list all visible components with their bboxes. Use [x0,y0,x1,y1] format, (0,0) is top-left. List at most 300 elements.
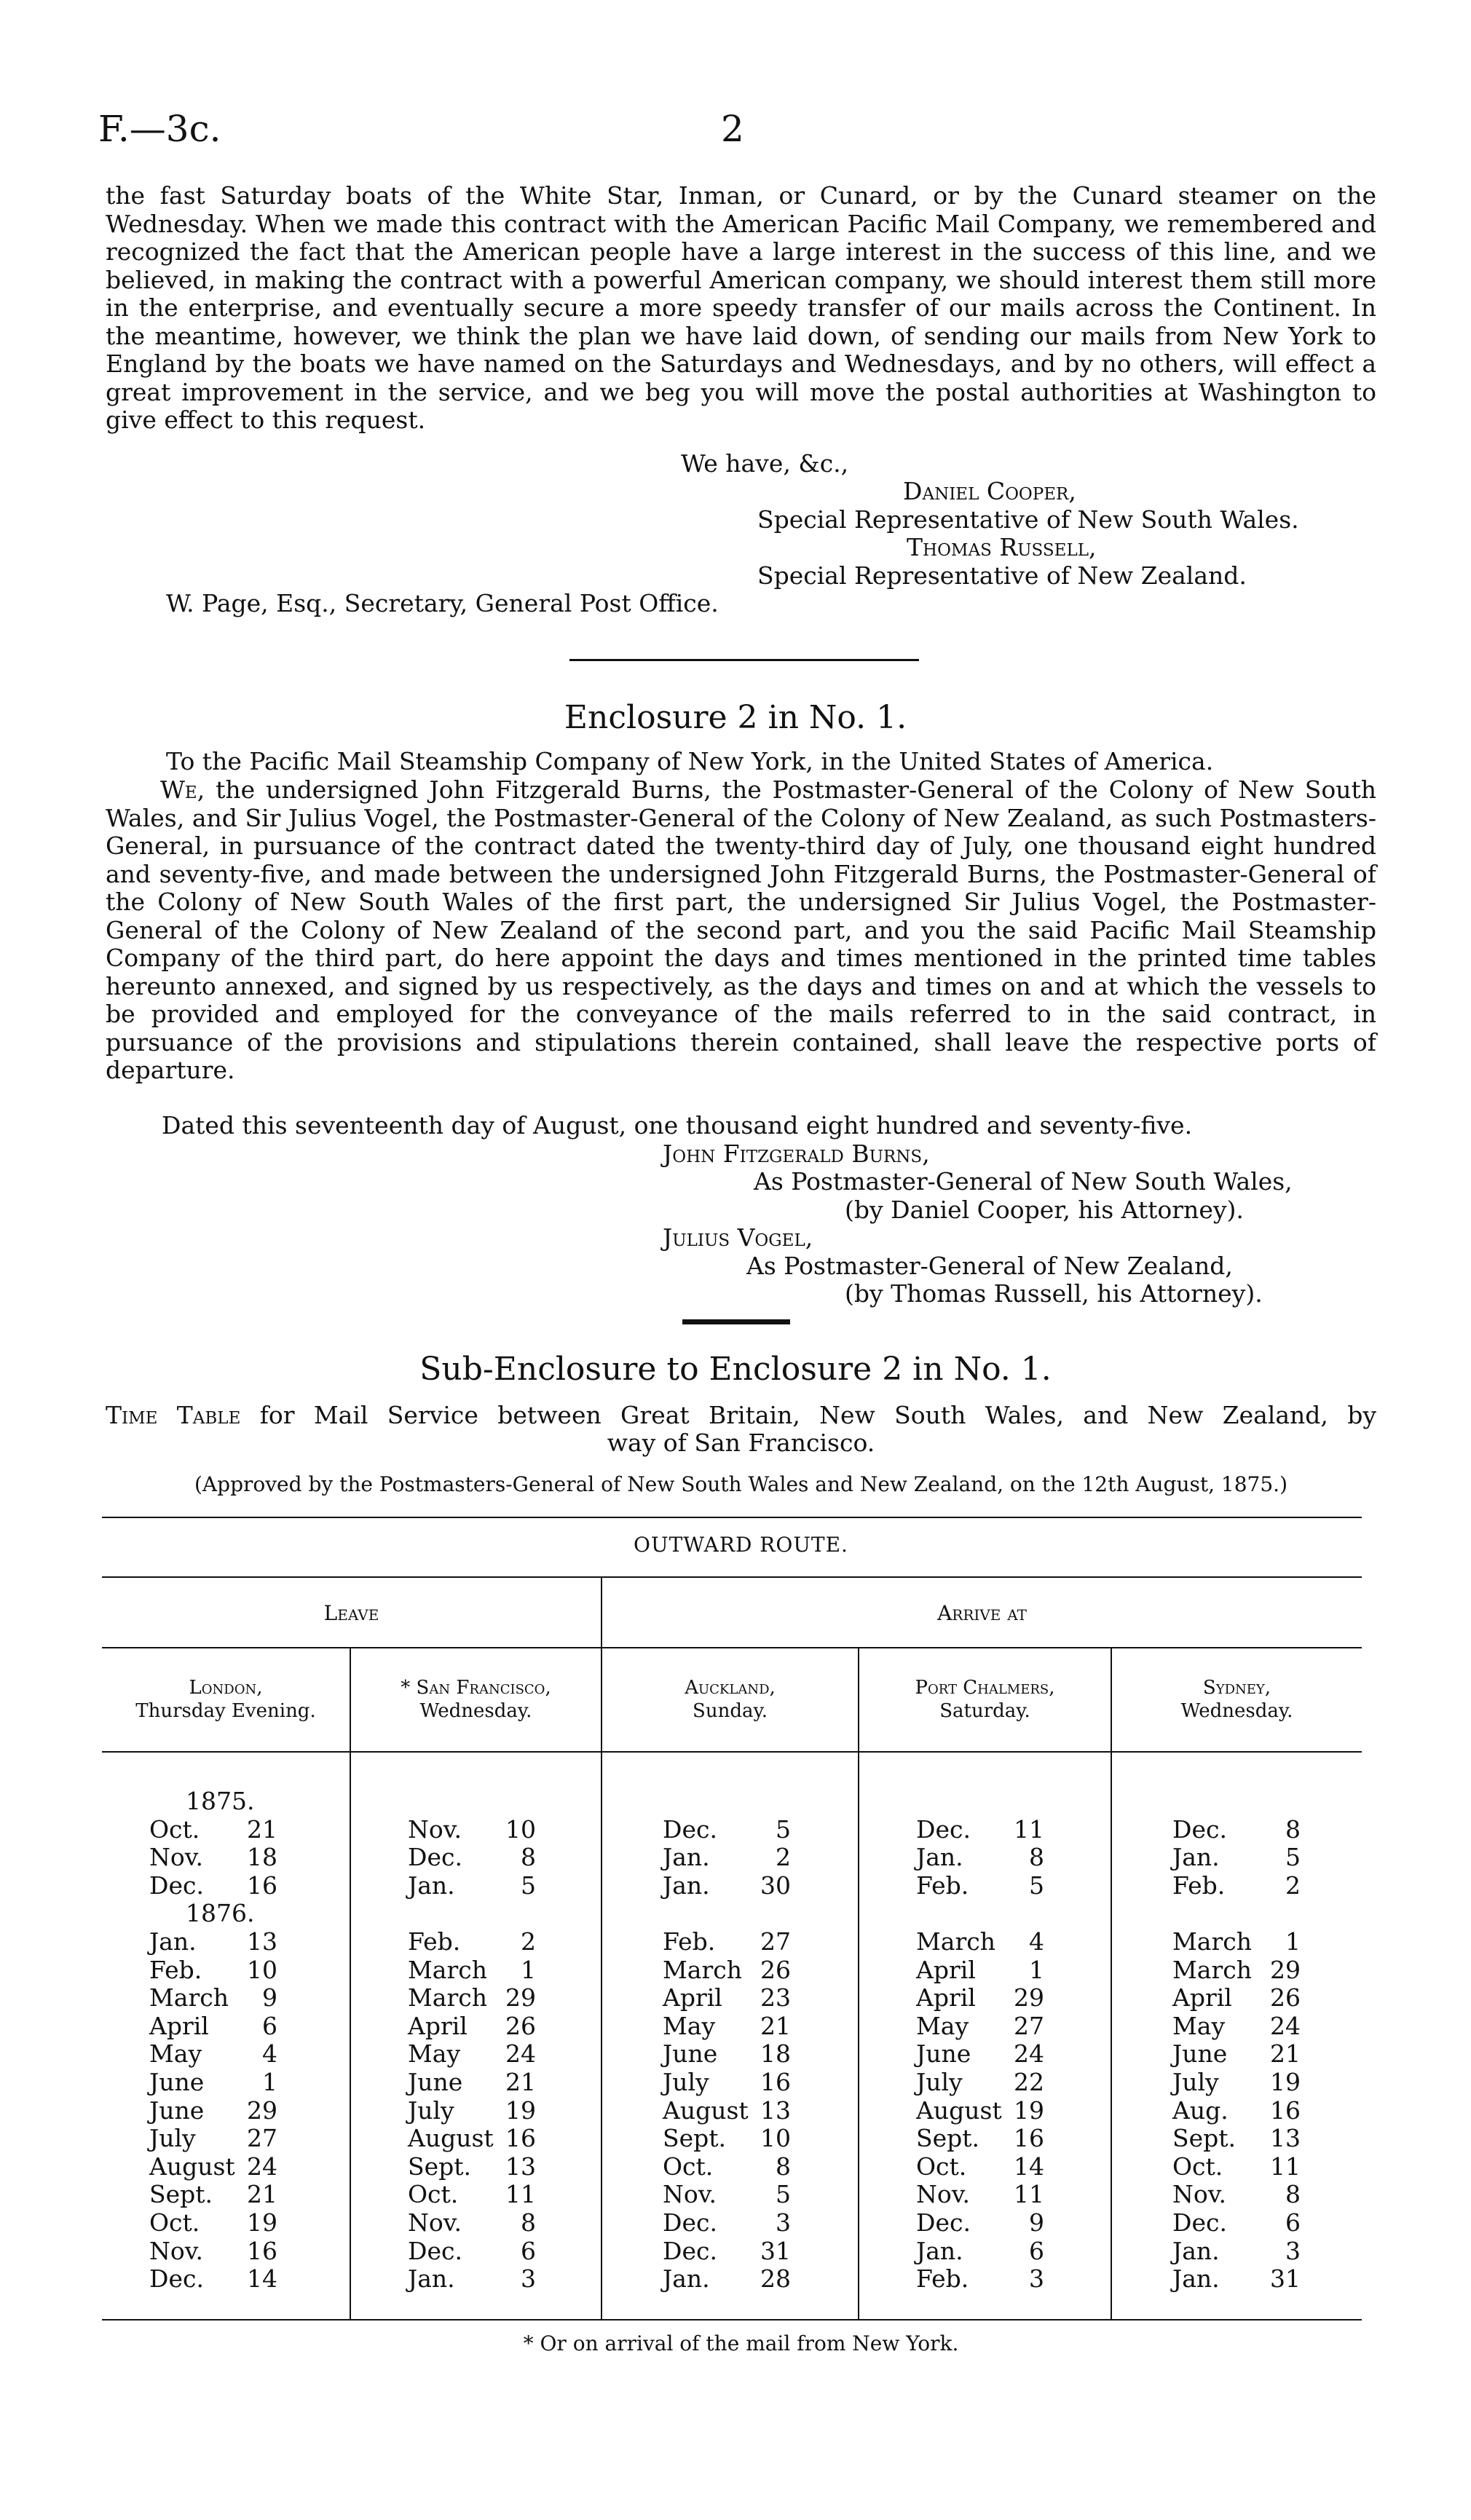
date-month: April [916,1955,976,1984]
table-row [916,2040,1044,2069]
date-day: 6 [1029,2236,1044,2265]
date-month: Dec. [916,2208,971,2237]
route-rule [102,1576,1362,1578]
date-month: Oct. [916,2152,967,2181]
date-day: 22 [1014,2067,1044,2096]
table-row [149,2181,277,2209]
table-row [1172,1816,1301,1844]
table-row [408,2069,536,2097]
table-row [149,1844,277,1872]
timetable-column-san-francisco [408,1788,536,2294]
table-row [408,1816,536,1844]
table-row [663,1900,791,1928]
date-day: 27 [760,1927,791,1956]
date-month: Jan. [916,1843,963,1872]
date-month: Oct. [408,2180,459,2209]
col-port-chalmers-name: Port Chalmers, [915,1677,1055,1699]
table-row [1172,2153,1301,2181]
date-month: March [663,1955,742,1984]
date-month: Oct. [149,2208,200,2237]
date-month: Oct. [1172,2152,1223,2181]
signer-cooper-title: Special Representative of New South Wales. [757,505,1299,534]
date-day: 8 [521,2208,536,2237]
date-day: 26 [505,2011,536,2040]
date-day: 11 [1014,2180,1044,2209]
date-month: Dec. [663,1814,717,1844]
signer-russell-title: Special Representative of New Zealand. [757,561,1247,590]
table-row [408,1900,536,1928]
table-row [663,2153,791,2181]
date-month: Feb. [916,2264,969,2294]
col-divider-1 [350,1648,351,2319]
date-month: Sept. [1172,2124,1237,2153]
timetable-column-auckland [663,1788,791,2294]
date-month: Jan. [663,1871,710,1900]
date-month: Nov. [1172,2180,1226,2209]
date-month: March [1172,1955,1252,1984]
table-row [1172,2237,1301,2266]
date-day: 21 [760,2011,791,2040]
date-month: May [663,2011,716,2040]
date-day: 5 [1029,1871,1044,1900]
sig-vogel-role: As Postmaster-General of New Zealand, [746,1252,1233,1280]
table-row [408,1928,536,1956]
table-row [408,1844,536,1872]
date-day: 29 [247,2096,277,2125]
date-day: 1 [262,2067,277,2096]
date-month: Oct. [149,1814,200,1844]
date-month: Jan. [1172,2264,1220,2294]
table-row [916,2181,1044,2209]
date-month: Jan. [408,1871,455,1900]
table-row [149,2040,277,2069]
date-month: July [149,2124,196,2153]
table-row [663,2125,791,2153]
enclosure-dated: Dated this seventeenth day of August, one thousand eight hundred and seventy-five. [162,1111,1193,1139]
date-day: 24 [1270,2011,1301,2040]
sig-vogel-by: (by Thomas Russell, his Attorney). [845,1279,1263,1308]
date-month: Jan. [916,2236,963,2265]
date-month: Nov. [149,1843,203,1872]
year-label: 1876. [186,1899,255,1928]
date-day: 16 [1014,2124,1044,2153]
table-row [916,1956,1044,1985]
letter-closing: We have, &c., [681,449,849,478]
date-month: Dec. [916,1814,971,1844]
date-month: Jan. [149,1927,197,1956]
table-row [916,2237,1044,2266]
table-row [916,1788,1044,1816]
date-month: Feb. [408,1927,461,1956]
date-day: 9 [262,1983,277,2013]
table-row [1172,2125,1301,2153]
date-month: Nov. [149,2236,203,2265]
table-row [1172,1872,1301,1900]
sig-burns-name: John Fitzgerald Burns, [663,1139,930,1168]
table-row [408,1788,536,1816]
date-month: Jan. [1172,1843,1220,1872]
date-month: Dec. [663,2208,717,2237]
col-header-london [102,1676,350,1723]
date-day: 5 [521,1871,536,1900]
table-row [149,2013,277,2041]
col-sydney-day: Wednesday. [1180,1700,1293,1722]
table-row [149,2097,277,2125]
date-day: 3 [776,2208,791,2237]
table-row [663,2069,791,2097]
date-month: Dec. [1172,2208,1227,2237]
date-month: Feb. [663,1927,716,1956]
date-day: 2 [776,1843,791,1872]
date-day: 13 [1270,2124,1301,2153]
date-month: June [408,2067,463,2096]
sub-enclosure-title: Sub-Enclosure to Enclosure 2 in No. 1. [419,1351,1052,1388]
table-row [916,2153,1044,2181]
date-day: 19 [1270,2067,1301,2096]
table-row [149,2125,277,2153]
date-day: 16 [1270,2096,1301,2125]
date-day: 10 [505,1814,536,1844]
col-sf-name: * San Francisco, [401,1677,551,1699]
date-day: 21 [505,2067,536,2096]
col-header-auckland [602,1676,858,1723]
signer-russell: Thomas Russell, [907,533,1097,561]
date-month: June [149,2096,205,2125]
date-day: 19 [1014,2096,1044,2125]
table-row [916,2209,1044,2237]
date-month: Aug. [1172,2096,1229,2125]
table-row [663,1872,791,1900]
date-day: 18 [760,2039,791,2069]
col-sf-day: Wednesday. [419,1700,532,1722]
table-row [916,1872,1044,1900]
date-day: 31 [1270,2264,1301,2294]
table-footnote: * Or on arrival of the mail from New York. [523,2331,959,2355]
date-day: 5 [776,1814,791,1844]
date-month: May [916,2011,969,2040]
date-month: June [1172,2039,1228,2069]
date-day: 1 [1029,1955,1044,1984]
col-auckland-name: Auckland, [685,1677,776,1699]
date-day: 14 [1014,2152,1044,2181]
table-row [149,1928,277,1956]
date-month: March [1172,1927,1252,1956]
enclosure-to-line: To the Pacific Mail Steamship Company of New York, in the United States of America. [166,747,1214,775]
date-month: Nov. [408,2208,462,2237]
table-row [149,2265,277,2294]
timetable-title-line1 [106,1402,1376,1430]
date-month: March [149,1983,229,2013]
date-month: July [1172,2067,1219,2096]
date-month: Nov. [916,2180,970,2209]
column-header-rule [102,1751,1362,1753]
col-auckland-day: Sunday. [693,1700,768,1722]
table-row [916,2069,1044,2097]
date-month: Nov. [408,1814,462,1844]
date-day: 3 [521,2264,536,2294]
table-row [149,1984,277,2013]
date-day: 3 [1285,2236,1301,2265]
table-row [1172,1928,1301,1956]
date-month: Sept. [663,2124,727,2153]
header-rule [102,1647,1362,1648]
date-day: 11 [505,2180,536,2209]
date-month: May [149,2039,202,2069]
table-row [916,1984,1044,2013]
date-month: Dec. [663,2236,717,2265]
table-row [1172,1900,1301,1928]
date-day: 11 [1014,1814,1044,1844]
date-day: 29 [1270,1955,1301,1984]
table-row [149,1872,277,1900]
date-day: 11 [1270,2152,1301,2181]
page-number: 2 [721,108,744,150]
date-month: April [916,1983,976,2013]
document-reference: F.—3c. [98,108,221,150]
date-day: 16 [247,2236,277,2265]
date-month: April [408,2011,468,2040]
date-day: 27 [247,2124,277,2153]
date-day: 16 [505,2124,536,2153]
table-row [408,2013,536,2041]
table-top-rule [102,1517,1362,1518]
date-month: June [916,2039,971,2069]
sig-burns-role: As Postmaster-General of New South Wales, [754,1167,1293,1196]
date-month: June [149,2067,205,2096]
date-month: July [663,2067,709,2096]
date-day: 8 [1285,2180,1301,2209]
col-header-port-chalmers [859,1676,1111,1723]
col-divider-4 [1111,1648,1112,2319]
date-month: August [408,2124,494,2153]
letter-addressee: W. Page, Esq., Secretary, General Post Office. [166,589,719,617]
sig-vogel-name: Julius Vogel, [663,1223,813,1252]
table-row [663,1984,791,2013]
table-row [916,2265,1044,2294]
date-month: Oct. [663,2152,714,2181]
date-day: 21 [247,2180,277,2209]
table-row [916,1928,1044,1956]
table-row [916,2013,1044,2041]
date-day: 13 [760,2096,791,2125]
date-month: August [916,2096,1002,2125]
table-row [1172,2040,1301,2069]
approval-note: (Approved by the Postmasters-General of New South Wales and New Zealand, on the 12th August, 1875.) [194,1472,1287,1496]
date-month: August [663,2096,749,2125]
col-divider-3 [858,1648,859,2319]
table-row [663,2040,791,2069]
date-month: March [408,1983,487,2013]
date-day: 13 [505,2152,536,2181]
date-month: Jan. [663,1843,710,1872]
table-row [408,2153,536,2181]
table-row [1172,2209,1301,2237]
date-day: 21 [247,1814,277,1844]
table-row [408,1984,536,2013]
table-row [1172,2265,1301,2294]
date-month: April [663,1983,722,2013]
table-row [1172,1956,1301,1985]
date-month: May [1172,2011,1226,2040]
leave-header: Leave [323,1601,379,1625]
date-day: 16 [247,1871,277,1900]
date-day: 9 [1029,2208,1044,2237]
table-bottom-rule [102,2319,1362,2320]
date-day: 5 [776,2180,791,2209]
table-row [149,1816,277,1844]
table-row [1172,2181,1301,2209]
table-row [663,1928,791,1956]
table-row [149,2069,277,2097]
letter-body-text: the fast Saturday boats of the White Star, Inman, or Cunard, or by the Cunard steamer on the Wednesday. When we made this contract with the American Pacific Mail Company, we remembered and recognized the fact that the American people have a large interest in the success of this line, and we believed, in making the contract with a powerful American company, we should interest them still more in the enterprise, and eventually secure a more speedy transfer of our mails across the Continent. In the meantime, however, we think the plan we have laid down, of sending our mails from New York to England by the boats we have named on the Saturdays and Wednesdays, and by no others, will effect a great improvement in the service, and we beg you will move the postal authorities at Washington to give effect to this request. [106,181,1376,434]
date-month: April [1172,1983,1232,2013]
table-row [1172,1984,1301,2013]
date-month: Jan. [663,2264,710,2294]
table-row [663,2181,791,2209]
date-month: Dec. [408,2236,462,2265]
date-day: 10 [760,2124,791,2153]
timetable-column-sydney [1172,1788,1301,2294]
table-row [408,2265,536,2294]
col-port-chalmers-day: Saturday. [939,1700,1030,1722]
col-sydney-name: Sydney, [1202,1677,1271,1699]
date-day: 30 [760,1871,791,1900]
date-day: 1 [1285,1927,1301,1956]
table-row [663,2265,791,2294]
date-month: Jan. [408,2264,455,2294]
table-row [1172,2069,1301,2097]
table-row [663,1956,791,1985]
year-label: 1875. [186,1787,255,1815]
date-day: 26 [1270,1983,1301,2013]
date-day: 19 [247,2208,277,2237]
table-row [1172,1844,1301,1872]
date-day: 2 [1285,1871,1301,1900]
date-day: 19 [505,2096,536,2125]
date-month: April [149,2011,209,2040]
table-row [149,2153,277,2181]
col-london-name: London, [189,1677,263,1699]
date-day: 8 [1285,1814,1301,1844]
table-row [149,2237,277,2266]
table-row [663,2097,791,2125]
date-day: 31 [760,2236,791,2265]
date-day: 6 [262,2011,277,2040]
date-month: June [663,2039,718,2069]
date-month: Dec. [408,1843,462,1872]
date-day: 28 [760,2264,791,2294]
table-row [149,1788,277,1816]
table-row [408,2181,536,2209]
date-month: Sept. [408,2152,472,2181]
table-row [1172,1788,1301,1816]
table-row [663,1788,791,1816]
date-day: 16 [760,2067,791,2096]
date-day: 4 [1029,1927,1044,1956]
table-row [408,2237,536,2266]
timetable-title-rest: for Mail Service between Great Britain, New South Wales, and New Zealand, by [240,1401,1376,1429]
date-month: Feb. [916,1871,969,1900]
section-divider [569,659,919,661]
table-row [916,2125,1044,2153]
table-row [408,1956,536,1985]
date-month: Jan. [1172,2236,1220,2265]
date-month: Feb. [149,1955,202,1984]
date-day: 6 [521,2236,536,2265]
timetable-title-line2: way of San Francisco. [607,1429,875,1457]
date-day: 4 [262,2039,277,2069]
date-day: 2 [521,1927,536,1956]
table-row [663,1844,791,1872]
table-row [408,2040,536,2069]
table-row [916,1844,1044,1872]
date-day: 3 [1029,2264,1044,2294]
route-label: OUTWARD ROUTE. [634,1533,848,1557]
sig-burns-by: (by Daniel Cooper, his Attorney). [845,1196,1244,1224]
col-header-sydney [1112,1676,1362,1723]
date-month: March [916,1927,995,1956]
date-day: 21 [1270,2039,1301,2069]
date-month: Dec. [149,1871,204,1900]
date-day: 26 [760,1955,791,1984]
timetable-column-port-chalmers [916,1788,1044,2294]
table-row [408,2209,536,2237]
date-day: 27 [1014,2011,1044,2040]
enclosure-title: Enclosure 2 in No. 1. [564,699,907,736]
date-month: Nov. [663,2180,717,2209]
table-row [1172,2013,1301,2041]
table-row [408,2125,536,2153]
date-day: 10 [247,1955,277,1984]
date-month: March [408,1955,487,1984]
table-row [916,2097,1044,2125]
date-day: 13 [247,1927,277,1956]
table-row [149,2209,277,2237]
date-day: 8 [776,2152,791,2181]
table-row [916,1816,1044,1844]
date-month: Feb. [1172,1871,1226,1900]
date-day: 14 [247,2264,277,2294]
date-day: 8 [1029,1843,1044,1872]
table-row [916,1900,1044,1928]
date-month: Sept. [149,2180,213,2209]
table-row [663,2209,791,2237]
table-row [149,1956,277,1985]
table-row [663,2237,791,2266]
enclosure-body [106,776,1376,1085]
date-day: 24 [505,2039,536,2069]
date-day: 1 [521,1955,536,1984]
table-row [1172,2097,1301,2125]
table-row [408,2097,536,2125]
date-day: 6 [1285,2208,1301,2237]
date-month: Dec. [1172,1814,1227,1844]
date-month: May [408,2039,461,2069]
short-divider [682,1319,790,1324]
timetable-title-lead: Time Table [106,1401,241,1429]
arrive-header: Arrive at [937,1601,1027,1625]
date-day: 29 [1014,1983,1044,2013]
date-month: July [916,2067,963,2096]
table-row [408,1872,536,1900]
enclosure-body-text: the undersigned John Fitzgerald Burns, the Postmaster-General of the Colony of New South Wales, and Sir Julius Vogel, the Postmaster-General of the Colony of New Zealand, as such Postmasters-General, in pursuance of the contract dated the twenty-third day of July, one thousand eight hundred and seventy-five, and made between the undersigned John Fitzgerald Burns, the Postmaster-General of the Colony of New South Wales of the first part, the undersigned Sir Julius Vogel, the Postmaster-General of the Colony of New Zealand of the second part, and you the said Pacific Mail Steamship Company of the third part, do here appoint the days and times mentioned in the printed time tables hereunto annexed, and signed by us respectively, as the days and times on and at which the vessels to be provided and employed for the conveyance of the mails referred to in the said contract, in pursuance of the provisions and stipulations therein contained, shall leave the respective ports of departure. [106,775,1376,1084]
table-row [663,2013,791,2041]
date-day: 5 [1285,1843,1301,1872]
timetable-column-london [149,1788,277,2294]
date-day: 24 [1014,2039,1044,2069]
table-row [663,1816,791,1844]
date-month: August [149,2152,235,2181]
